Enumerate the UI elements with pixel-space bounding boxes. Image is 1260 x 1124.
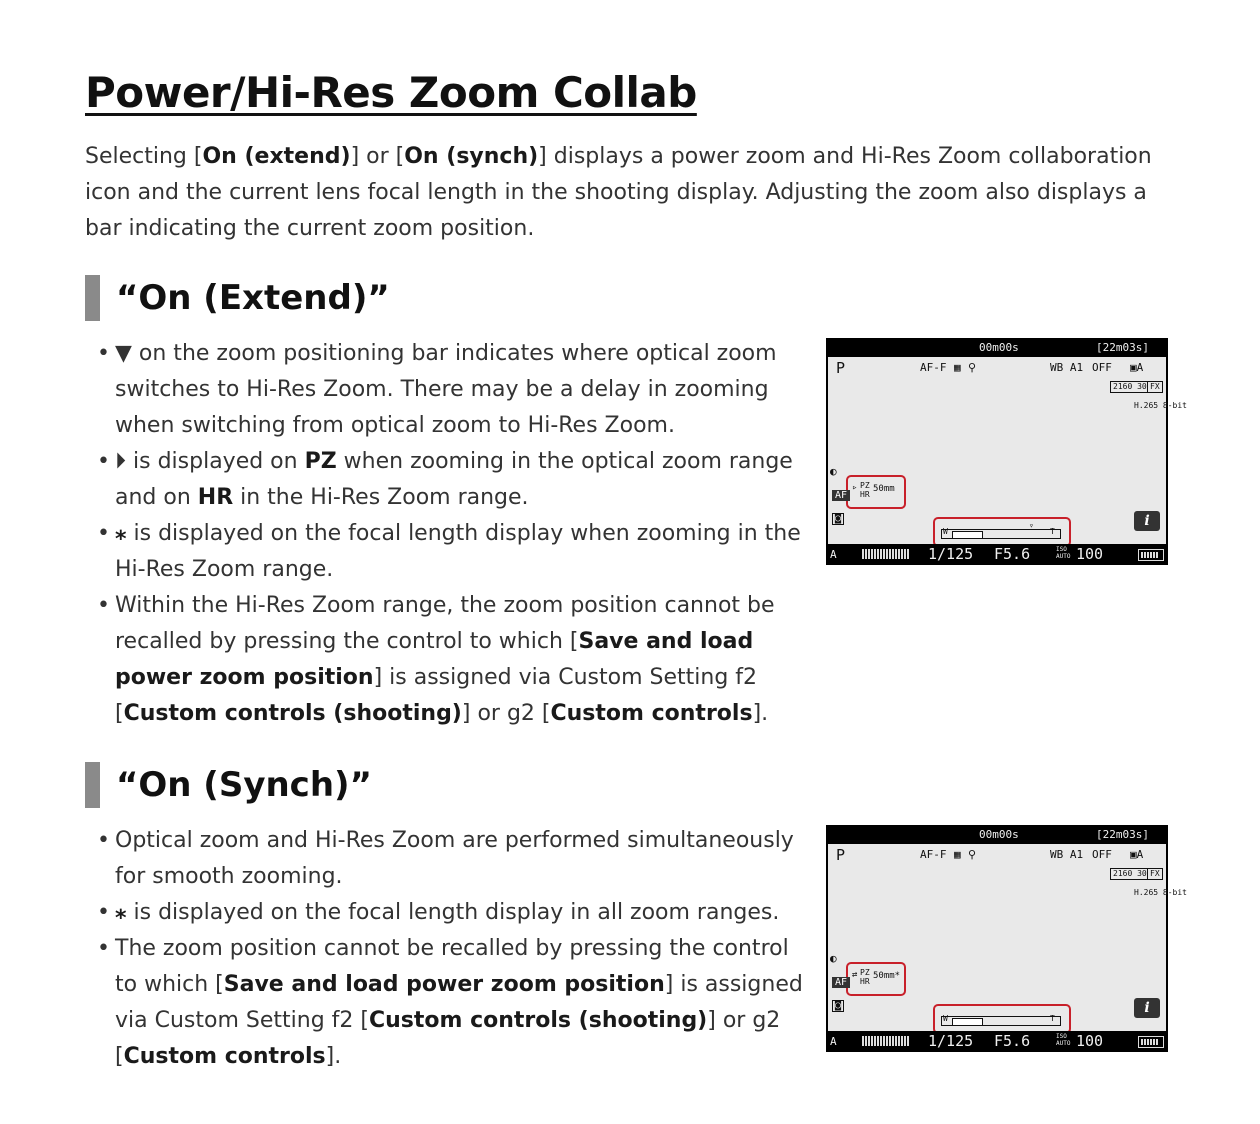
iso-label: ISO AUTO xyxy=(1056,546,1071,560)
zoom-position-bar xyxy=(941,529,1061,539)
battery-icon xyxy=(1138,1036,1164,1048)
heading-bar xyxy=(85,762,100,808)
synch-icon: ⇄ xyxy=(852,970,858,980)
list-item: • ⁎ is displayed on the focal length display when zooming in the Hi-Res Zoom range. xyxy=(97,516,809,588)
picture-control-icon: ▣A xyxy=(1130,361,1144,374)
shooting-display-synch xyxy=(826,825,1187,1052)
play-arrow-icon: ⏵ xyxy=(115,449,127,474)
asterisk-icon: ⁎ xyxy=(115,521,127,546)
touch-af-icon: AF xyxy=(832,977,850,988)
aperture: F5.6 xyxy=(994,545,1031,563)
zoom-position-fill xyxy=(952,531,983,539)
synch-bullets xyxy=(97,823,809,1075)
af-area-icon: ▦ xyxy=(954,848,961,861)
extend-bullets xyxy=(97,336,809,732)
audio-level-meter xyxy=(862,1036,910,1046)
shutter-speed: 1/125 xyxy=(928,545,974,563)
info-button[interactable]: i xyxy=(1134,511,1160,531)
mic-level-icon: ◐ xyxy=(830,465,837,478)
zoom-position-box xyxy=(933,517,1071,547)
list-item: • The zoom position cannot be recalled by pressing the control to which [Save and load power zoom position] is assigned via Custom Setting f2 [Custom controls (shooting)] or g2 [Custom controls]. xyxy=(97,931,809,1075)
wide-label: W xyxy=(943,527,948,536)
intro-paragraph: Selecting [On (extend)] or [On (synch)] displays a power zoom and Hi-Res Zoom collaboration icon and the current lens focal length in the shooting display. Adjusting the zoom also displays a bar indicating the current zoom position. xyxy=(85,144,1152,241)
record-time: 00m00s xyxy=(979,828,1019,841)
exposure-mode: P xyxy=(836,846,846,864)
zoom-position-box xyxy=(933,1004,1071,1034)
pz-hr-icon: PZ HR xyxy=(860,968,870,986)
mic-sensitivity: A xyxy=(830,548,837,561)
pz-hr-icon: PZ HR xyxy=(860,481,870,499)
info-button[interactable]: i xyxy=(1134,998,1160,1018)
vr-status: OFF xyxy=(1092,361,1112,374)
af-mode: AF-F xyxy=(920,361,947,374)
down-triangle-icon: ▼ xyxy=(115,341,132,366)
shooting-display-extend xyxy=(826,338,1187,565)
vr-status: OFF xyxy=(1092,848,1112,861)
record-time: 00m00s xyxy=(979,341,1019,354)
white-balance: WB A1 xyxy=(1050,361,1084,374)
codec-info: H.265 8-bit xyxy=(1134,888,1187,897)
mic-sensitivity: A xyxy=(830,1035,837,1048)
zoom-collab-indicator xyxy=(846,475,906,509)
metering-icon: ◙ xyxy=(832,513,844,525)
live-view-area xyxy=(828,357,1187,544)
audio-level-meter xyxy=(862,549,910,559)
iso-value: 100 xyxy=(1076,545,1104,563)
touch-af-icon: AF xyxy=(832,490,850,501)
tele-label: T xyxy=(1050,1014,1055,1023)
focal-length: 50mm* xyxy=(873,971,901,981)
remaining-time: [22m03s] xyxy=(1096,828,1149,841)
list-item: • ⏵ is displayed on PZ when zooming in the optical zoom range and on HR in the Hi-Res Zoom range. xyxy=(97,444,809,516)
frame-size-rate: 2160 30 xyxy=(1110,381,1150,393)
white-balance: WB A1 xyxy=(1050,848,1084,861)
focal-length: 50mm xyxy=(873,484,895,494)
tele-label: T xyxy=(1050,527,1055,536)
subject-detect-icon: ⚲ xyxy=(968,361,977,374)
heading-bar xyxy=(85,275,100,321)
top-status-bar xyxy=(826,825,1168,844)
mic-level-icon: ◐ xyxy=(830,952,837,965)
remaining-time: [22m03s] xyxy=(1096,341,1149,354)
section-heading-extend xyxy=(85,275,390,321)
wide-label: W xyxy=(943,1014,948,1023)
image-area-fx: FX xyxy=(1147,868,1163,880)
zoom-collab-indicator xyxy=(846,962,906,996)
frame-size-rate: 2160 30 xyxy=(1110,868,1150,880)
exposure-mode: P xyxy=(836,359,846,377)
zoom-position-fill xyxy=(952,1018,983,1026)
top-status-bar xyxy=(826,338,1168,357)
zoom-position-bar xyxy=(941,1016,1061,1026)
section-title: “On (Synch)” xyxy=(116,765,372,805)
subject-detect-icon: ⚲ xyxy=(968,848,977,861)
hi-res-switch-marker: ▿ xyxy=(1029,521,1034,530)
list-item: • ⁎ is displayed on the focal length display in all zoom ranges. xyxy=(97,895,809,931)
metering-icon: ◙ xyxy=(832,1000,844,1012)
codec-info: H.265 8-bit xyxy=(1134,401,1187,410)
image-area-fx: FX xyxy=(1147,381,1163,393)
list-item: • ▼ on the zoom positioning bar indicates where optical zoom switches to Hi-Res Zoom. There may be a delay in zooming when switching from optical zoom to Hi-Res Zoom. xyxy=(97,336,809,444)
bottom-status-bar xyxy=(826,544,1168,565)
bottom-status-bar xyxy=(826,1031,1168,1052)
shutter-speed: 1/125 xyxy=(928,1032,974,1050)
section-heading-synch xyxy=(85,762,372,808)
battery-icon xyxy=(1138,549,1164,561)
aperture: F5.6 xyxy=(994,1032,1031,1050)
picture-control-icon: ▣A xyxy=(1130,848,1144,861)
af-mode: AF-F xyxy=(920,848,947,861)
list-item: • Optical zoom and Hi-Res Zoom are performed simultaneously for smooth zooming. xyxy=(97,823,809,895)
live-view-area xyxy=(828,844,1187,1031)
iso-value: 100 xyxy=(1076,1032,1104,1050)
section-title: “On (Extend)” xyxy=(116,278,390,318)
play-arrow-icon: ▹ xyxy=(852,483,858,493)
iso-label: ISO AUTO xyxy=(1056,1033,1071,1047)
af-area-icon: ▦ xyxy=(954,361,961,374)
page-title: Power/Hi-Res Zoom Collab xyxy=(85,68,697,117)
list-item: • Within the Hi-Res Zoom range, the zoom position cannot be recalled by pressing the control to which [Save and load power zoom position] is assigned via Custom Setting f2 [Custom controls (shooting)] or g2 [Custom controls]. xyxy=(97,588,809,732)
asterisk-icon: ⁎ xyxy=(115,900,127,925)
